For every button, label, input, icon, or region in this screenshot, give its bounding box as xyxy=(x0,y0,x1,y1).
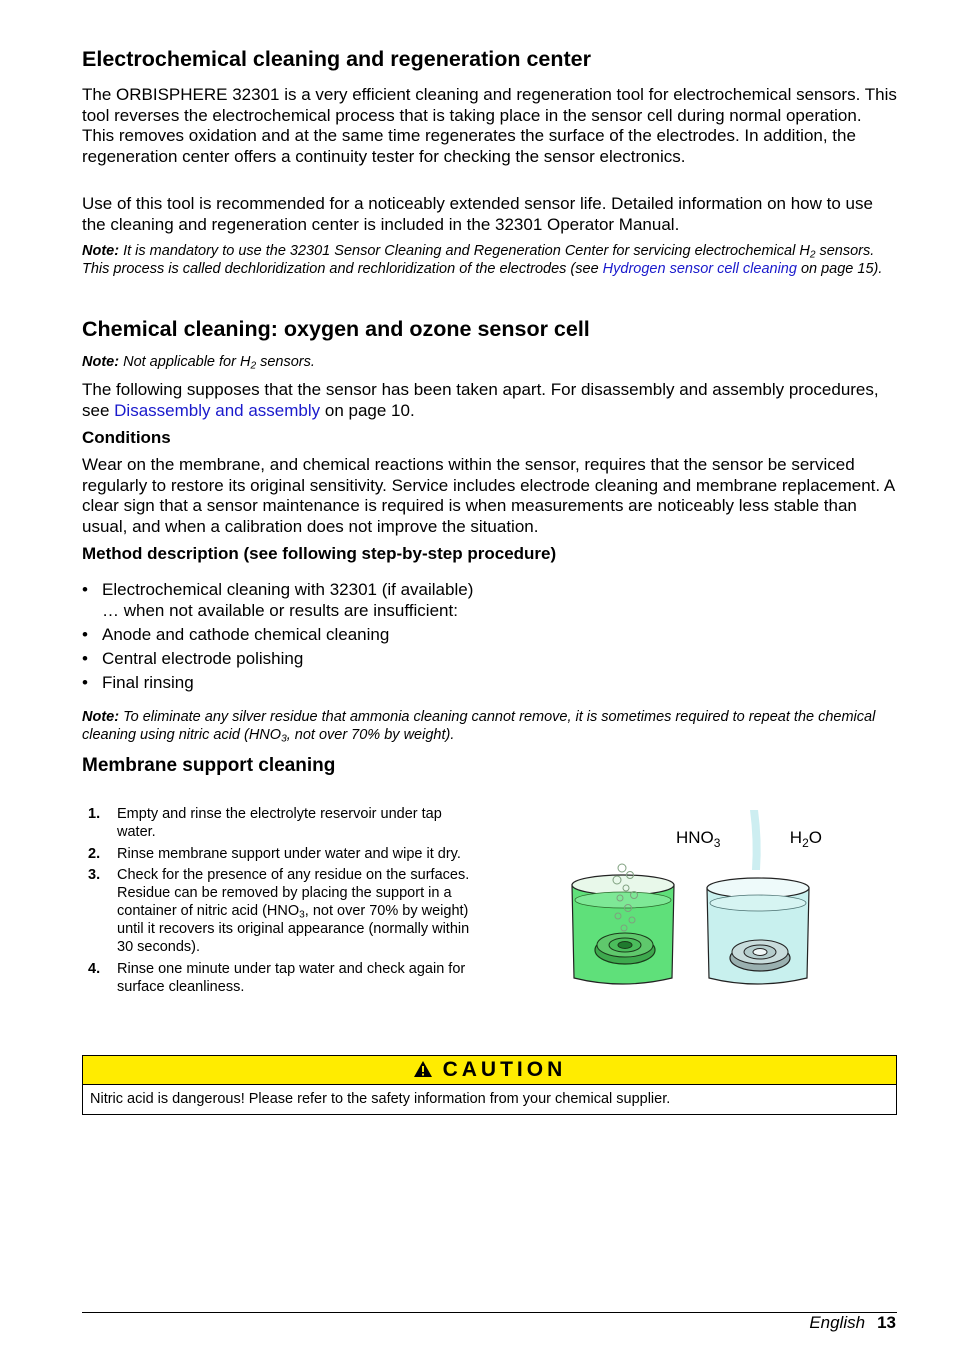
note-label: Note: xyxy=(82,243,120,259)
note-label: Note: xyxy=(82,709,120,725)
step-item xyxy=(82,805,482,841)
caution-title: CAUTION xyxy=(442,1058,567,1081)
note-subscript: 3 xyxy=(281,733,287,745)
list-item xyxy=(82,673,897,694)
link-disassembly-assembly[interactable]: Disassembly and assembly xyxy=(114,400,321,420)
bullet-icon: • xyxy=(82,624,88,644)
caution-header xyxy=(83,1056,896,1085)
section2-intro xyxy=(82,380,897,421)
step-text: Rinse membrane support under water and wipe it dry. xyxy=(117,845,461,862)
step-text: , not over 70% by weight) until it recovers its original appearance (normally within 30 seconds). xyxy=(117,903,470,955)
step-text: Empty and rinse the electrolyte reservoir under tap water. xyxy=(117,806,442,840)
step-text: Rinse one minute under tap water and check again for surface cleanliness. xyxy=(117,960,466,995)
section2-note xyxy=(82,353,897,371)
step-number: 3. xyxy=(88,867,101,883)
list-item-text: Electrochemical cleaning with 32301 (if available) xyxy=(102,580,474,599)
bullet-icon: • xyxy=(82,580,88,599)
warning-triangle-icon xyxy=(413,1060,433,1078)
note-label: Note: xyxy=(82,354,120,370)
note-text-a: To eliminate any silver residue that ammonia cleaning cannot remove, it is sometimes required to repeat the chemical cleaning using nitric acid (HNO xyxy=(82,709,876,743)
footer-language: English xyxy=(809,1313,866,1332)
page-number: 13 xyxy=(877,1313,896,1332)
step-item xyxy=(82,866,482,956)
note-text-c: on page 15). xyxy=(800,261,883,277)
step-text: Check for the presence of any residue on the surfaces. Residue can be removed by placing the support in a container of nitric acid (HNO xyxy=(117,867,470,919)
section1-paragraph-1: The ORBISPHERE 32301 is a very efficient cleaning and regeneration tool for electrochemical sensors. This tool reverses the electrochemical process that is taking place in the sensor cell during normal operation. This removes oxidation and at the same time regenerates the surface of the electrodes. In addition, the regeneration center offers a continuity tester for checking the sensor electronics. xyxy=(82,85,897,166)
footer-divider xyxy=(82,1312,897,1313)
step-number: 4. xyxy=(88,960,101,977)
section1-paragraph-2: Use of this tool is recommended for a noticeably extended sensor life. Detailed information on how to use the cleaning and regeneration center is included in the 32301 Operator Manual. xyxy=(82,194,873,234)
list-item-text: Anode and cathode chemical cleaning xyxy=(102,624,390,644)
caution-box xyxy=(82,1055,897,1115)
caution-text: Nitric acid is dangerous! Please refer to the safety information from your chemical supplier. xyxy=(90,1091,671,1107)
acid-beaker xyxy=(572,864,674,984)
step-subscript: 3 xyxy=(299,909,305,921)
list-item-text: Central electrode polishing xyxy=(102,648,304,668)
membrane-heading: Membrane support cleaning xyxy=(82,755,336,776)
beaker-illustration xyxy=(562,800,822,995)
list-item-subtext: … when not available or results are insufficient: xyxy=(102,600,458,620)
note-text-b: , not over 70% by weight). xyxy=(286,727,455,743)
note-subscript: 2 xyxy=(250,360,257,372)
conditions-paragraph: Wear on the membrane, and chemical reactions within the sensor, requires that the sensor be serviced regularly to restore its original sensitivity. Service includes electrode cleaning and membrane replacement. A clear sign that a sensor maintenance is required is when measurements are noticeably less stable than usual, and when a calibration does not improve the situation. xyxy=(82,455,895,536)
list-item xyxy=(82,625,897,646)
water-label: $H_2O$ xyxy=(789,828,822,850)
step-number: 1. xyxy=(88,806,101,822)
method-heading: Method description (see following step-by-step procedure) xyxy=(82,544,557,563)
section-title-electrochemical: Electrochemical cleaning and regeneration center xyxy=(82,47,592,71)
bullet-icon: • xyxy=(82,648,88,668)
section1-note xyxy=(82,242,897,278)
section2-note-2 xyxy=(82,708,897,744)
acid-label: $HNO_3$ xyxy=(676,828,721,850)
beaker-svg xyxy=(562,800,822,995)
section-title-chemical-cleaning: Chemical cleaning: oxygen and ozone sensor cell xyxy=(82,317,590,341)
intro-text-a: The following supposes that the sensor has been taken apart. For disassembly and assembly procedures, see xyxy=(82,380,879,420)
step-item xyxy=(82,960,482,996)
step-number: 2. xyxy=(88,845,101,862)
list-item xyxy=(82,580,897,621)
note-subscript: 2 xyxy=(809,249,816,261)
intro-text-b: on page 10. xyxy=(324,400,415,420)
step-item xyxy=(82,845,482,863)
list-item-text: Final rinsing xyxy=(102,672,194,692)
note-text-b: sensors. This process is called dechloridization and rechloridization of the electrodes (see xyxy=(82,243,875,277)
method-list xyxy=(82,580,897,697)
note-text-b: sensors. xyxy=(260,354,315,370)
page-footer xyxy=(809,1313,896,1333)
link-hydrogen-sensor-cleaning[interactable]: Hydrogen sensor cell cleaning xyxy=(602,261,797,277)
bullet-icon: • xyxy=(82,672,88,692)
note-text-a: Not applicable for H xyxy=(123,354,251,370)
step-list xyxy=(82,805,482,999)
note-text-a: It is mandatory to use the 32301 Sensor Cleaning and Regeneration Center for servicing electrochemical H xyxy=(123,243,810,259)
conditions-heading: Conditions xyxy=(82,428,171,447)
list-item xyxy=(82,649,897,670)
